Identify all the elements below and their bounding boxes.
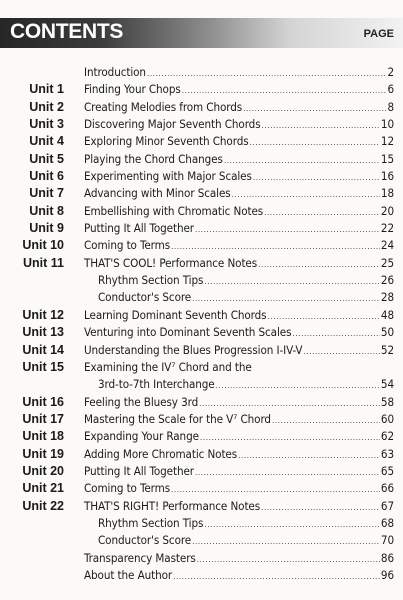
page-number: 67 (380, 498, 394, 513)
page-number: 52 (380, 342, 394, 357)
toc-row (0, 480, 403, 497)
entry-title: Putting It All Together (84, 463, 194, 478)
page-number: 50 (380, 325, 394, 340)
page-number: 16 (380, 169, 394, 184)
toc-entry (84, 411, 394, 429)
unit-label: Unit 2 (29, 99, 64, 114)
toc-row (0, 342, 403, 359)
entry-title: THAT'S COOL! Performance Notes (84, 255, 258, 270)
page-number: 66 (380, 481, 394, 496)
dot-leader (250, 134, 380, 151)
dot-leader (204, 516, 380, 533)
toc-row (0, 64, 403, 81)
unit-label: Unit 18 (22, 429, 64, 444)
toc-entry (84, 324, 394, 342)
page-number: 18 (380, 186, 394, 201)
unit-label: Unit 15 (22, 359, 64, 374)
unit-label: Unit 21 (22, 481, 64, 496)
unit-label: Unit 16 (22, 394, 64, 409)
page-number: 96 (380, 567, 394, 582)
toc-entry (84, 394, 394, 412)
unit-label: Unit 4 (29, 134, 64, 149)
entry-title: Creating Melodies from Chords (84, 99, 243, 114)
entry-title: Feeling the Bluesy 3rd (84, 394, 199, 409)
toc-row (0, 463, 403, 480)
toc-entry (84, 255, 394, 273)
toc-row (0, 394, 403, 411)
toc-entry (84, 567, 394, 585)
page-number: 26 (380, 273, 394, 288)
entry-title: Finding Your Chops (84, 82, 181, 97)
toc-row (0, 289, 403, 306)
dot-leader (232, 186, 380, 203)
entry-title: THAT'S RIGHT! Performance Notes (84, 498, 261, 513)
toc-row (0, 428, 403, 445)
page-number: 68 (380, 515, 394, 530)
toc-entry (84, 168, 394, 186)
entry-title: Adding More Chromatic Notes (84, 446, 238, 461)
toc-row (0, 307, 403, 324)
dot-leader (173, 568, 380, 585)
toc-entry (84, 81, 394, 99)
entry-title: Transparency Masters (84, 550, 196, 565)
toc-entry (84, 64, 394, 82)
dot-leader (197, 551, 380, 568)
page-number: 20 (380, 203, 394, 218)
toc-entry (98, 272, 394, 290)
unit-label: Unit 14 (22, 342, 64, 357)
dot-leader (261, 499, 380, 516)
dot-leader (238, 447, 380, 464)
toc-row (0, 446, 403, 463)
table-of-contents (0, 64, 403, 584)
page-number: 62 (380, 429, 394, 444)
toc-entry (84, 480, 394, 498)
unit-label: Unit 11 (23, 255, 64, 270)
entry-title: About the Author (84, 567, 173, 582)
entry-title: Playing the Chord Changes (84, 151, 223, 166)
entry-title: Embellishing with Chromatic Notes (84, 203, 264, 218)
toc-entry (84, 185, 394, 203)
page-number: 86 (380, 550, 394, 565)
page-number: 22 (380, 221, 394, 236)
unit-label: Unit 8 (29, 203, 64, 218)
toc-row (0, 116, 403, 133)
page-number: 60 (380, 411, 394, 426)
unit-label: Unit 10 (22, 238, 64, 253)
toc-entry (84, 342, 394, 360)
toc-row (0, 532, 403, 549)
page-number: 70 (380, 533, 394, 548)
unit-label: Unit 19 (22, 446, 64, 461)
toc-row (0, 272, 403, 289)
toc-row (0, 237, 403, 254)
toc-entry (84, 237, 394, 255)
toc-entry (84, 220, 394, 238)
entry-title: Coming to Terms (84, 238, 171, 253)
unit-label: Unit 12 (22, 307, 64, 322)
toc-entry (84, 133, 394, 151)
unit-label: Unit 1 (29, 82, 64, 97)
entry-title: Rhythm Section Tips (98, 273, 204, 288)
toc-entry (84, 99, 394, 117)
toc-entry (98, 376, 394, 394)
toc-row (0, 567, 403, 584)
toc-row (0, 515, 403, 532)
unit-label: Unit 3 (29, 117, 64, 132)
dot-leader (200, 429, 380, 446)
dot-leader (258, 256, 380, 273)
contents-header-bar (0, 18, 403, 48)
dot-leader (171, 238, 380, 255)
unit-label: Unit 17 (22, 411, 64, 426)
unit-label: Unit 20 (22, 463, 64, 478)
dot-leader (264, 204, 380, 221)
dot-leader (268, 308, 380, 325)
toc-entry (84, 151, 394, 169)
entry-title: 3rd-to-7th Interchange (98, 377, 215, 392)
unit-label: Unit 7 (29, 186, 64, 201)
page-number: 65 (380, 463, 394, 478)
page-number: 54 (380, 377, 394, 392)
toc-row (0, 359, 403, 376)
toc-entry (84, 359, 394, 376)
toc-row (0, 255, 403, 272)
dot-leader (253, 169, 380, 186)
dot-leader (192, 533, 380, 550)
entry-title: Introduction (84, 65, 146, 79)
page-number: 10 (380, 117, 394, 132)
dot-leader (147, 65, 387, 82)
dot-leader (171, 481, 380, 498)
page-number: 15 (380, 151, 394, 166)
page-number: 2 (387, 65, 394, 79)
page-number: 63 (380, 446, 394, 461)
toc-row (0, 185, 403, 202)
page-number: 8 (387, 99, 394, 114)
toc-row (0, 498, 403, 515)
unit-label: Unit 9 (29, 221, 64, 236)
entry-title: Putting It All Together (84, 221, 194, 236)
toc-row (0, 99, 403, 116)
toc-row (0, 168, 403, 185)
unit-label: Unit 13 (22, 325, 64, 340)
toc-entry (84, 446, 394, 464)
unit-label: Unit 5 (29, 151, 64, 166)
dot-leader (195, 464, 380, 481)
entry-title: Expanding Your Range (84, 429, 199, 444)
toc-row (0, 411, 403, 428)
toc-entry (98, 515, 394, 533)
dot-leader (204, 273, 380, 290)
toc-entry (84, 203, 394, 221)
dot-leader (182, 82, 387, 99)
toc-row (0, 151, 403, 168)
toc-row (0, 133, 403, 150)
page-number: 24 (380, 238, 394, 253)
unit-label: Unit 6 (29, 169, 64, 184)
entry-title: Venturing into Dominant Seventh Scales (84, 325, 292, 340)
page-number: 6 (387, 82, 394, 97)
page-column-label: PAGE (363, 28, 394, 40)
dot-leader (199, 395, 380, 412)
dot-leader (272, 412, 380, 429)
toc-entry (84, 116, 394, 134)
page-number: 58 (380, 394, 394, 409)
entry-title: Rhythm Section Tips (98, 515, 204, 530)
entry-title: Discovering Major Seventh Chords (84, 117, 261, 132)
entry-title: Advancing with Minor Scales (84, 186, 231, 201)
page-number: 25 (380, 255, 394, 270)
dot-leader (262, 117, 380, 134)
dot-leader (192, 290, 380, 307)
dot-leader (216, 377, 380, 394)
toc-row (0, 550, 403, 567)
entry-title: Coming to Terms (84, 481, 171, 496)
entry-title: Conductor's Score (98, 290, 192, 305)
toc-entry (84, 463, 394, 481)
entry-title: Exploring Minor Seventh Chords (84, 134, 249, 149)
entry-title: Conductor's Score (98, 533, 192, 548)
unit-label: Unit 22 (22, 498, 64, 513)
page-title: CONTENTS (10, 20, 124, 43)
entry-title: Learning Dominant Seventh Chords (84, 307, 267, 322)
page-number: 28 (380, 290, 394, 305)
entry-title: Understanding the Blues Progression I-IV-V (84, 342, 303, 357)
entry-title: Mastering the Scale for the V⁷ Chord (84, 411, 271, 426)
toc-row (0, 220, 403, 237)
toc-row (0, 376, 403, 393)
toc-entry (84, 428, 394, 446)
entry-title: Examining the IV⁷ Chord and the (84, 359, 252, 374)
toc-entry (84, 307, 394, 325)
entry-title: Experimenting with Major Scales (84, 169, 252, 184)
dot-leader (243, 100, 386, 117)
toc-row (0, 81, 403, 98)
dot-leader (303, 343, 379, 360)
dot-leader (292, 325, 379, 342)
page-number: 12 (380, 134, 394, 149)
toc-entry (84, 498, 394, 516)
dot-leader (195, 221, 380, 238)
toc-entry (84, 550, 394, 568)
toc-row (0, 324, 403, 341)
dot-leader (224, 152, 380, 169)
page-number: 48 (380, 307, 394, 322)
toc-entry (98, 289, 394, 307)
toc-entry (98, 532, 394, 550)
toc-row (0, 203, 403, 220)
